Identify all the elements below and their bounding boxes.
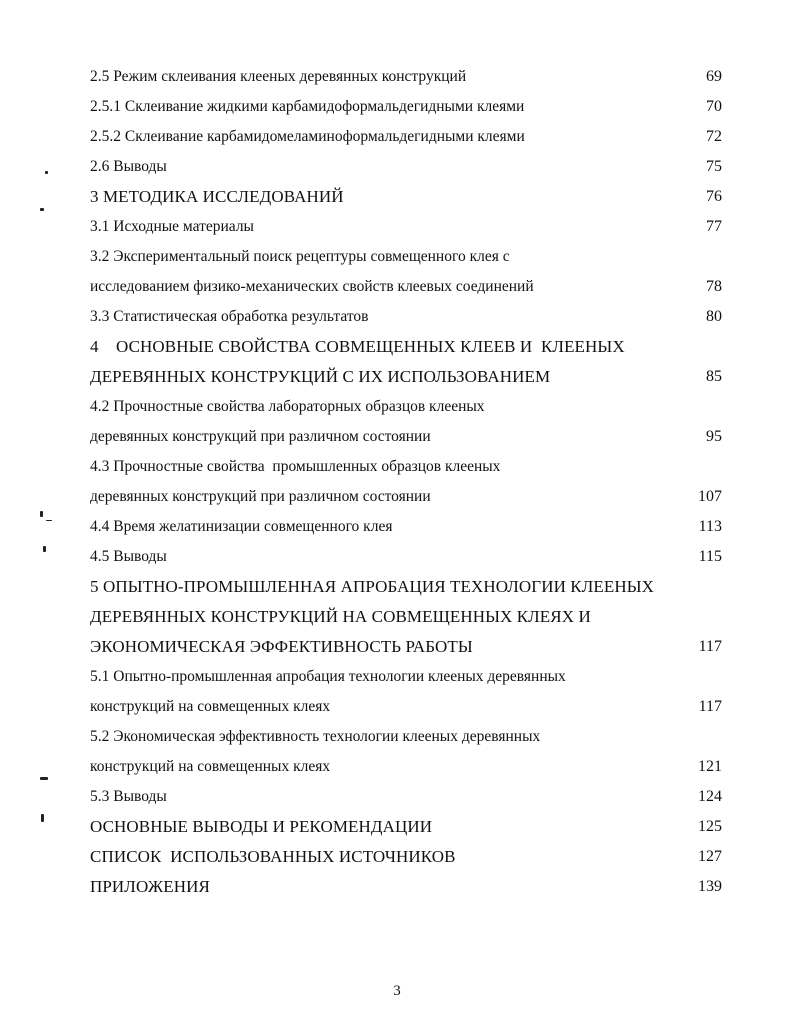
toc-entry-page: 77	[706, 218, 722, 235]
toc-entry	[90, 122, 722, 152]
toc-entry-title: 4.5 Выводы	[90, 548, 167, 565]
toc-entry-title: конструкций на совмещенных клеях	[90, 698, 331, 715]
toc-entry-page: 124	[698, 788, 722, 805]
toc-entry-title: ПРИЛОЖЕНИЯ	[90, 877, 210, 896]
toc-entry	[90, 362, 722, 392]
toc-entry-page: 72	[706, 128, 722, 145]
scan-speck	[43, 546, 46, 552]
toc-entry-title: 4.2 Прочностные свойства лабораторных образцов клееных	[90, 398, 485, 415]
toc-entry	[90, 602, 722, 632]
toc-entry	[90, 542, 722, 572]
toc-entry-title: 3.2 Экспериментальный поиск рецептуры совмещенного клея с	[90, 248, 510, 265]
toc-entry-page: 78	[706, 278, 722, 295]
toc-entry-page: 69	[706, 68, 722, 85]
toc-entry-title: 2.5.1 Склеивание жидкими карбамидоформальдегидными клеями	[90, 98, 525, 115]
toc-entry-page: 76	[706, 188, 722, 205]
toc-entry-page: 70	[706, 98, 722, 115]
toc-entry-title: исследованием физико-механических свойств клеевых соединений	[90, 278, 534, 295]
toc-entry	[90, 692, 722, 722]
toc-entry-page: 127	[698, 848, 722, 865]
toc-entry-title: 5.1 Опытно-промышленная апробация технологии клееных деревянных	[90, 668, 566, 685]
toc-entry-title: 5 ОПЫТНО-ПРОМЫШЛЕННАЯ АПРОБАЦИЯ ТЕХНОЛОГИИ КЛЕЕНЫХ	[90, 577, 655, 596]
page-number: 3	[393, 983, 401, 999]
toc-entry	[90, 722, 722, 752]
toc-entry-page: 117	[698, 638, 722, 655]
toc-entry-title: деревянных конструкций при различном состоянии	[90, 488, 431, 505]
toc-entry-title: 5.2 Экономическая эффективность технологии клееных деревянных	[90, 728, 541, 745]
toc-entry-page: 125	[698, 818, 722, 835]
toc-entry	[90, 422, 722, 452]
toc-entry	[90, 302, 722, 332]
toc-entry-title: СПИСОК ИСПОЛЬЗОВАННЫХ ИСТОЧНИКОВ	[90, 847, 456, 866]
toc-entry-page: 113	[698, 518, 722, 535]
toc-entry-title: ДЕРЕВЯННЫХ КОНСТРУКЦИЙ НА СОВМЕЩЕННЫХ КЛЕЯХ И	[90, 607, 591, 626]
toc-entry-page: 95	[706, 428, 722, 445]
toc-entry	[90, 662, 722, 692]
toc-entry-title: 3.1 Исходные материалы	[90, 218, 254, 235]
toc-entry-title: 4.3 Прочностные свойства промышленных образцов клееных	[90, 458, 501, 475]
toc-entry-title: ДЕРЕВЯННЫХ КОНСТРУКЦИЙ С ИХ ИСПОЛЬЗОВАНИЕМ	[90, 367, 551, 386]
toc-entry-title: 2.5.2 Склеивание карбамидомеламиноформальдегидными клеями	[90, 128, 525, 145]
toc-entry	[90, 632, 722, 662]
table-of-contents	[90, 62, 722, 902]
toc-entry-title: 4 ОСНОВНЫЕ СВОЙСТВА СОВМЕЩЕННЫХ КЛЕЕВ И КЛЕЕНЫХ	[90, 337, 625, 356]
toc-entry-page: 139	[698, 878, 722, 895]
toc-entry	[90, 92, 722, 122]
toc-entry-page: 121	[698, 758, 722, 775]
scan-speck	[46, 520, 52, 521]
toc-entry-title: 2.5 Режим склеивания клееных деревянных конструкций	[90, 68, 467, 85]
scan-speck	[45, 171, 48, 174]
toc-entry	[90, 152, 722, 182]
toc-entry	[90, 212, 722, 242]
toc-entry	[90, 272, 722, 302]
toc-entry-title: ЭКОНОМИЧЕСКАЯ ЭФФЕКТИВНОСТЬ РАБОТЫ	[90, 637, 473, 656]
toc-entry-title: 3 МЕТОДИКА ИССЛЕДОВАНИЙ	[90, 187, 344, 206]
toc-entry	[90, 332, 722, 362]
toc-entry-page: 80	[706, 308, 722, 325]
scan-speck	[41, 814, 44, 822]
toc-entry	[90, 842, 722, 872]
scan-speck	[40, 208, 44, 211]
toc-entry-title: 2.6 Выводы	[90, 158, 167, 175]
scan-speck	[40, 777, 48, 780]
toc-entry	[90, 572, 722, 602]
toc-entry-title: конструкций на совмещенных клеях	[90, 758, 331, 775]
toc-entry	[90, 182, 722, 212]
toc-entry	[90, 392, 722, 422]
toc-entry	[90, 752, 722, 782]
toc-entry	[90, 482, 722, 512]
toc-entry-page: 115	[698, 548, 722, 565]
toc-entry	[90, 872, 722, 902]
scan-speck	[40, 511, 43, 517]
toc-entry	[90, 812, 722, 842]
toc-entry-page: 107	[698, 488, 722, 505]
toc-entry	[90, 512, 722, 542]
toc-entry-title: деревянных конструкций при различном состоянии	[90, 428, 431, 445]
toc-entry	[90, 782, 722, 812]
toc-entry-title: 5.3 Выводы	[90, 788, 167, 805]
toc-entry	[90, 62, 722, 92]
toc-entry	[90, 452, 722, 482]
toc-entry-title: 3.3 Статистическая обработка результатов	[90, 308, 369, 325]
toc-entry-title: 4.4 Время желатинизации совмещенного клея	[90, 518, 393, 535]
toc-entry-title: ОСНОВНЫЕ ВЫВОДЫ И РЕКОМЕНДАЦИИ	[90, 817, 433, 836]
toc-entry-page: 75	[706, 158, 722, 175]
toc-entry	[90, 242, 722, 272]
toc-entry-page: 85	[706, 368, 722, 385]
toc-entry-page: 117	[698, 698, 722, 715]
